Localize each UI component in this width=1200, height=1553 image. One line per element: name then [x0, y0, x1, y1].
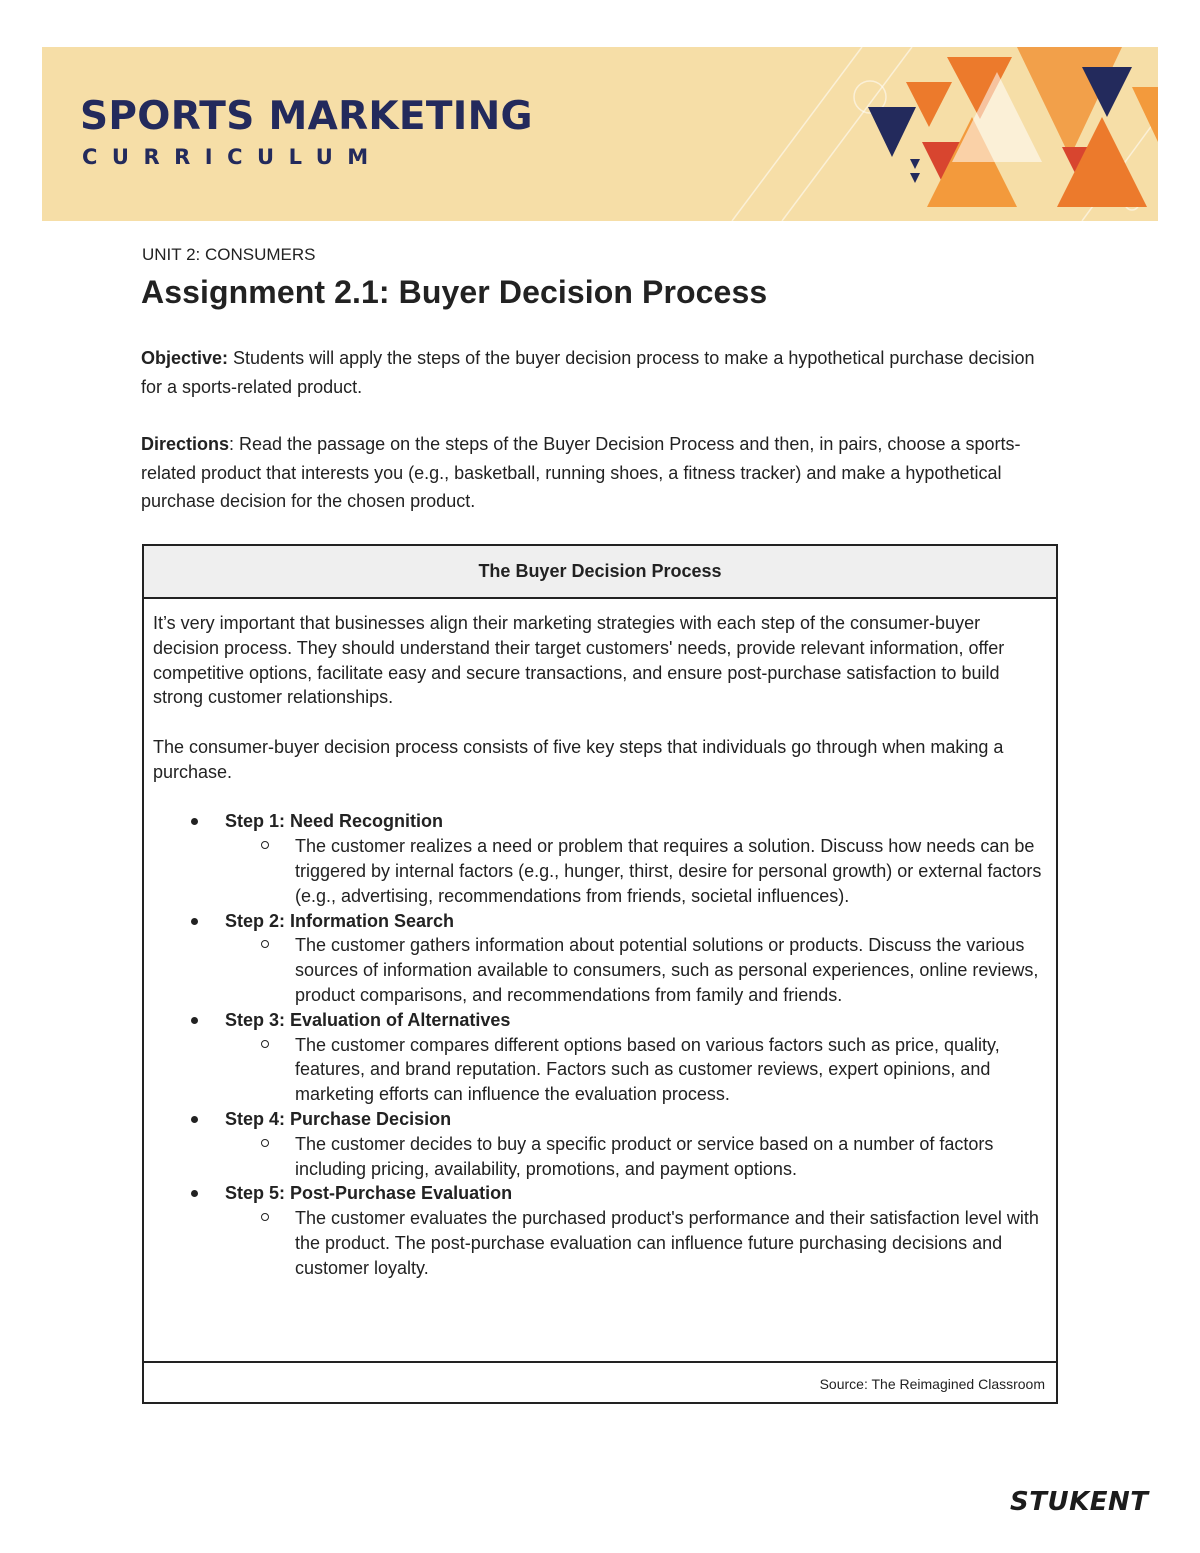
step-item [153, 909, 1042, 1008]
unit-label: UNIT 2: CONSUMERS [142, 245, 316, 264]
step-item [153, 1181, 1042, 1280]
lead-paragraph: The consumer-buyer decision process consists of five key steps that individuals go through when making a purchase. [153, 736, 1004, 782]
objective-text: Students will apply the steps of the buyer decision process to make a hypothetical purchase decision for a sports-related product. [141, 348, 1035, 397]
circle-bullet-icon [261, 1040, 269, 1048]
step-detail-text: The customer realizes a need or problem that requires a solution. Discuss how needs can be triggered by internal factors (e.g., hunger, thirst, desire for personal growth) or external factors (e.g., advertising, recommendations from friends, societal influences). [295, 836, 1042, 906]
circle-bullet-icon [261, 1213, 269, 1221]
step-item [153, 1107, 1042, 1181]
brand-title: SPORTS MARKETING [80, 94, 533, 139]
step-detail [225, 1033, 1042, 1107]
directions-paragraph [141, 430, 1051, 516]
step-detail-text: The customer gathers information about potential solutions or products. Discuss the various sources of information available to consumers, such as personal experiences, online reviews, product comparisons, and recommendations from family and friends. [295, 935, 1039, 1005]
step-label: Step 4: Purchase Decision [225, 1108, 452, 1129]
curriculum-banner [42, 47, 1158, 221]
step-detail-text: The customer evaluates the purchased product's performance and their satisfaction level with the product. The post-purchase evaluation can influence future purchasing decisions and customer loyalty. [295, 1208, 1039, 1278]
step-detail [225, 834, 1042, 908]
brand-subtitle: CURRICULUM [82, 145, 383, 169]
steps-list [153, 809, 1042, 1280]
step-detail [225, 1206, 1042, 1280]
page-title: Assignment 2.1: Buyer Decision Process [141, 274, 768, 310]
step-item [153, 1008, 1042, 1107]
bullet-icon [191, 918, 198, 925]
directions-label: Directions [141, 434, 230, 454]
bullet-icon [191, 1116, 198, 1123]
intro-paragraph: It’s very important that businesses align their marketing strategies with each step of the consumer-buyer decision process. They should understand their target customers' needs, provide relevant information, offer competitive options, facilitate easy and secure transactions, and ensure post-purchase satisfaction to build strong customer relationships. [153, 613, 1005, 708]
bullet-icon [191, 818, 198, 825]
step-detail-text: The customer decides to buy a specific product or service based on a number of factors including pricing, availability, promotions, and payment options. [295, 1133, 994, 1179]
step-item [153, 809, 1042, 908]
circle-bullet-icon [261, 940, 269, 948]
bullet-icon [191, 1190, 198, 1197]
directions-text: : Read the passage on the steps of the Buyer Decision Process and then, in pairs, choose a sports-related product that interests you (e.g., basketball, running shoes, a fitness tracker) and make a hypothetical purchase decision for the chosen product. [141, 434, 1021, 511]
buyer-decision-table [142, 544, 1058, 1404]
objective-paragraph [141, 344, 1051, 401]
step-detail [225, 1132, 1042, 1182]
table-heading: The Buyer Decision Process [144, 546, 1056, 599]
step-detail [225, 933, 1042, 1007]
bullet-icon [191, 1017, 198, 1024]
circle-bullet-icon [261, 1139, 269, 1147]
step-label: Step 5: Post-Purchase Evaluation [225, 1183, 513, 1204]
stukent-logo: STUKENT [1010, 1487, 1149, 1517]
circle-bullet-icon [261, 841, 269, 849]
step-label: Step 2: Information Search [225, 910, 455, 931]
objective-label: Objective: [141, 348, 229, 368]
step-label: Step 1: Need Recognition [225, 811, 444, 832]
step-label: Step 3: Evaluation of Alternatives [225, 1009, 511, 1030]
table-body [144, 599, 1056, 1363]
source-citation: Source: The Reimagined Classroom [819, 1375, 1045, 1392]
step-detail-text: The customer compares different options based on various factors such as price, quality, features, and brand reputation. Factors such as customer reviews, expert opinions, and marketing efforts can influence the evaluation process. [295, 1034, 1000, 1105]
